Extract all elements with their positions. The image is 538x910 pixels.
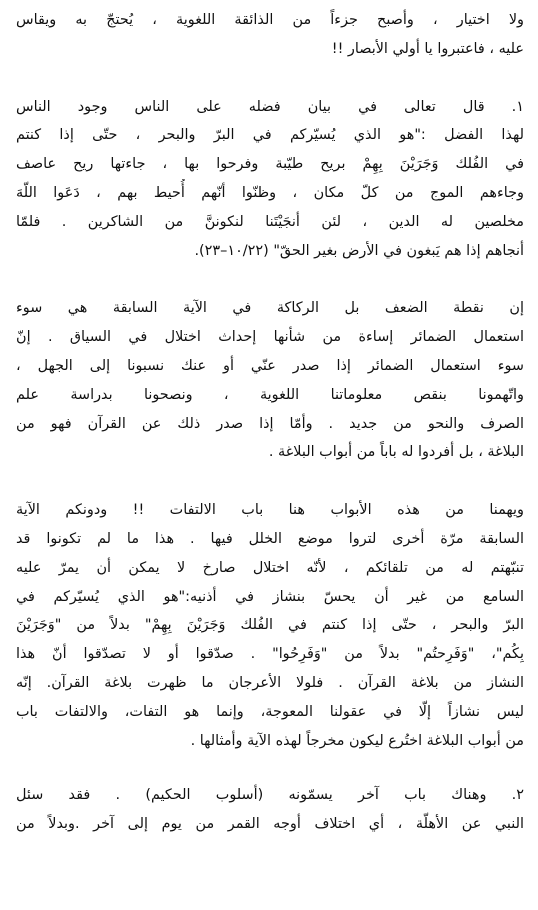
paragraph-gap (16, 755, 524, 781)
text-line: أنجاهم إذا هم يَبغون في الأرض بغير الحقّ" (١٠/٢٢–٢٣). (194, 242, 524, 259)
paragraph-continuation (16, 6, 524, 64)
text-line: النشاز من بلاغة القرآن . فلولا الأعرجان ما ظهرت بلاغة القرآن. إنّه (16, 674, 524, 691)
text-line: ليس نشازاً إلّا في عقولنا المعوجة، وإنما هو التفات، والالتفات باب (16, 703, 524, 720)
text-line: وجاءهم الموج من كلّ مكان ، وظنّوا أنّهم أُحيط بهم ، دَعَوا اللّهَ (16, 184, 524, 201)
text-line: السابقة مرّة أخرى لتروا موضع الخلل فيها . هذا ما لم تكونوا قد (16, 530, 524, 547)
paragraph-gap (16, 467, 524, 496)
text-line: واتّهمونا بنقص معلوماتنا اللغوية ، ونصحونا بدراسة علم (16, 386, 524, 403)
text-line: النبي عن الأهلّة ، أي اختلاف أوجه القمر من يوم إلى آخر .وبدلاً من (16, 816, 524, 833)
text-line: من أبواب البلاغة اختُرع ليكون مخرجاً لهذه الآية وأمثالها . (190, 732, 524, 749)
text-line: البرّ والبحر ، حتّى إذا كنتم في الفُلك وَجَرَيْنَ بِهِمْ" بدلاً من "وَجَرَيْنَ (16, 617, 524, 634)
paragraph-example-1 (16, 93, 524, 266)
paragraph-gap (16, 265, 524, 294)
text-line: سوء استعمال الضمائر إذا صدر عنّي أو عنك نسبونا إلى الجهل ، (16, 357, 524, 374)
text-line: لهذا الفضل :"هو الذي يُسيّركم في البرّ والبحر ، حتّى إذا كنتم (16, 127, 524, 144)
text-line: إن نقطة الضعف بل الركاكة في الآية السابقة هي سوء (16, 300, 524, 317)
text-line: بِكُم"، "وَفَرِحتُم" بدلاً من "وَفَرِحُوا" . صدّقوا أو لا تصدّقوا أنّ هذا (16, 646, 524, 663)
text-line: تنبّهتم له من تلقائكم ، لأنّه اختلال صارخ لا يمكن أن يمرّ عليه (16, 559, 524, 576)
paragraph-weakness (16, 294, 524, 467)
text-line: ٢. وهناك باب آخر يسمّونه (أسلوب الحكيم) . فقد سئل (16, 787, 524, 804)
text-line: مخلصين له الدين ، لئن أنجَيْتَنا لنكوننَّ من الشاكرين . فلمّا (16, 213, 524, 230)
text-line: ١. قال تعالى في بيان فضله على الناس وجود الناس (16, 98, 524, 115)
paragraph-example-2 (16, 781, 524, 839)
text-line: الصرف والنحو من جديد . وأمّا إذا صدر ذلك عن القرآن فهو من (16, 415, 524, 432)
text-line: ولا اختيار ، وأصبح جزءاً من الذائقة اللغوية ، يُحتجّ به ويقاس (16, 12, 524, 28)
text-line: البلاغة ، بل أفردوا له باباً من أبواب البلاغة . (268, 444, 524, 461)
text-line: عليه ، فاعتبروا يا أولي الأبصار !! (331, 40, 524, 57)
text-line: استعمال الضمائر إساءة من شأنها إحداث اختلال في السياق . إنّ (16, 329, 524, 346)
text-line: ويهمنا من هذه الأبواب هنا باب الالتفات !! ودونكم الآية (16, 502, 524, 519)
paragraph-iltifat (16, 496, 524, 755)
text-line: السامع من غير أن يحسّ بنشاز في أذنيه:"هو الذي يُسيّركم في (16, 588, 524, 605)
text-line: في الفُلك وَجَرَيْنَ بِهِمْ بريح طيّبة وفرحوا بها ، جاءتها ريح عاصف (16, 156, 524, 173)
paragraph-gap (16, 64, 524, 93)
